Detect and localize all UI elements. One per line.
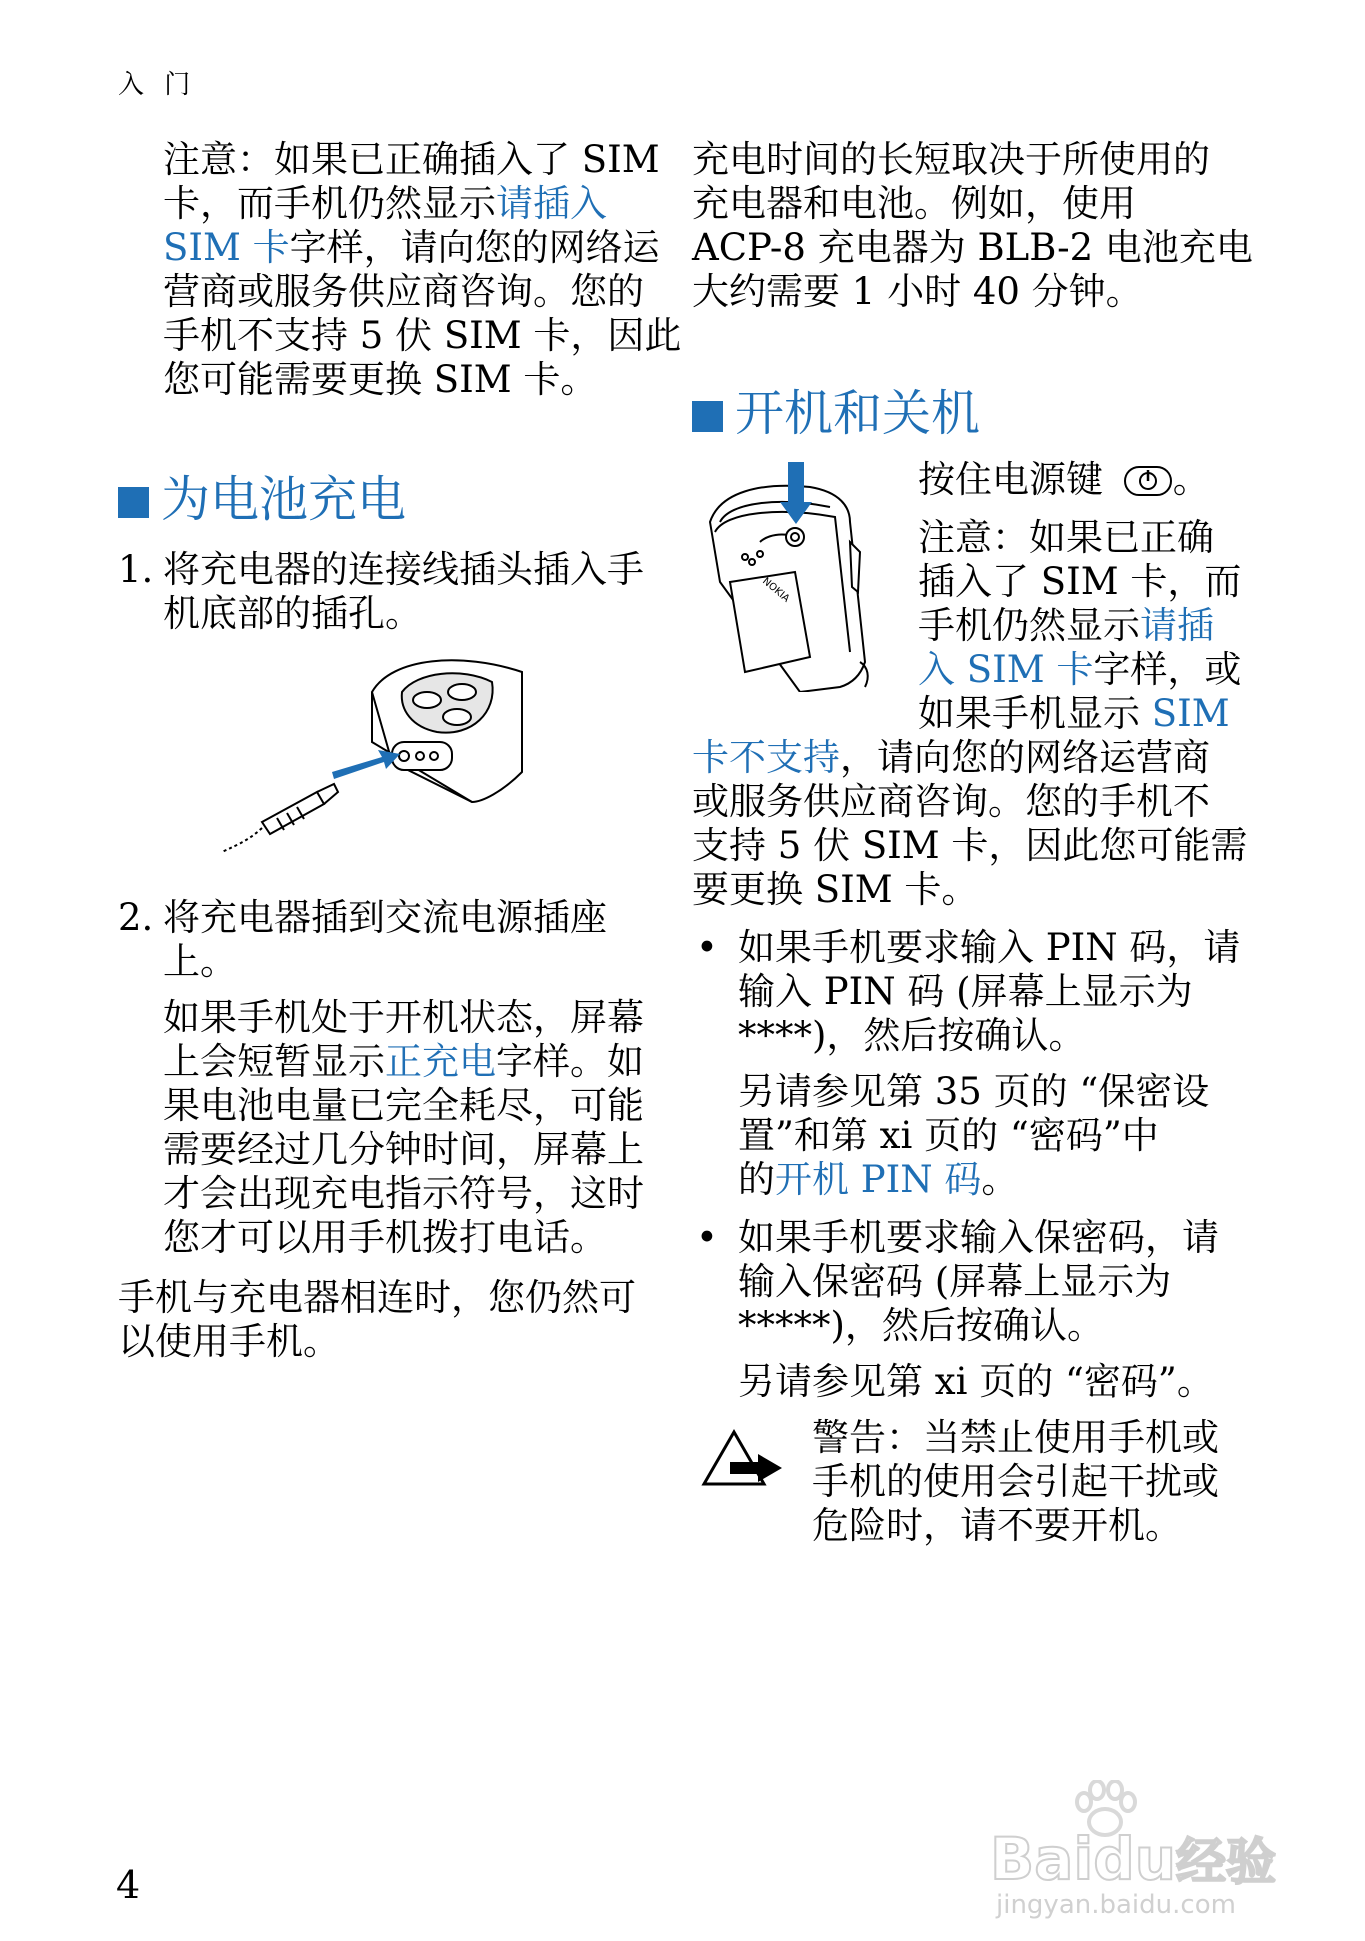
para-line: 警告：当禁止使用手机或 — [812, 1416, 1219, 1459]
para-line: 插入了 SIM 卡，而 — [918, 560, 1242, 603]
phone-power-key-illustration — [700, 462, 875, 692]
step-2 — [118, 896, 607, 984]
bullet-security-code — [696, 1216, 1219, 1348]
para-line: 输入 PIN 码 (屏幕上显示为 — [738, 970, 1193, 1013]
note-line: SIM 卡字样，请向您的网络运 — [163, 226, 660, 269]
para-line: 卡不支持，请向您的网络运营商 — [692, 736, 1210, 779]
para-line: 大约需要 1 小时 40 分钟。 — [692, 270, 1143, 313]
bullet-security-see-also: 另请参见第 xi 页的 “密码”。 — [738, 1360, 1214, 1403]
para-line: 或服务供应商咨询。您的手机不 — [692, 780, 1210, 823]
para-line: 入 SIM 卡字样，或 — [918, 648, 1242, 691]
power-note-upper — [918, 516, 1241, 736]
power-key-icon — [1123, 464, 1173, 498]
bullet-pin-see-also — [738, 1070, 1209, 1202]
para-line: 手机的使用会引起干扰或 — [812, 1460, 1219, 1503]
para-line: 危险时，请不要开机。 — [812, 1504, 1182, 1547]
running-title: 入 门 — [118, 70, 197, 100]
step-text: 机底部的插孔。 — [163, 592, 422, 635]
para-line: ACP-8 充电器为 BLB-2 电池充电 — [692, 226, 1253, 269]
para-line: 需要经过几分钟时间，屏幕上 — [163, 1128, 644, 1171]
bullet-icon: • — [696, 1216, 718, 1259]
note-line: 手机不支持 5 伏 SIM 卡，因此 — [163, 314, 682, 357]
charger-plug-illustration — [222, 652, 542, 862]
para-line: ****)，然后按确认。 — [738, 1014, 1086, 1057]
step-text: 上。 — [163, 940, 237, 983]
step-number: 2. — [118, 896, 154, 939]
para-line: 支持 5 伏 SIM 卡，因此您可能需 — [692, 824, 1248, 867]
para-line: 您才可以用手机拨打电话。 — [163, 1216, 607, 1259]
para-line: 上会短暂显示正充电字样。如 — [163, 1040, 644, 1083]
left-final-para — [118, 1276, 636, 1364]
para-line: 充电器和电池。例如，使用 — [692, 182, 1136, 225]
para-line: 手机仍然显示请插 — [918, 604, 1214, 647]
note-line: 营商或服务供应商咨询。您的 — [163, 270, 644, 313]
baidu-watermark — [990, 1780, 1290, 1920]
note-line: 您可能需要更换 SIM 卡。 — [163, 358, 598, 401]
heading-square-icon — [692, 401, 723, 432]
para-line: 输入保密码 (屏幕上显示为 — [738, 1260, 1172, 1303]
para-line: 要更换 SIM 卡。 — [692, 868, 979, 911]
step-number: 1. — [118, 548, 154, 591]
para-line: 置”和第 xi 页的 “密码”中 — [738, 1114, 1159, 1157]
bullet-icon: • — [696, 926, 718, 969]
para-line: 以使用手机。 — [118, 1320, 340, 1363]
para-line: 才会出现充电指示符号，这时 — [163, 1172, 644, 1215]
watermark-brand: Baidu经验 — [990, 1825, 1277, 1893]
para-line: 另请参见第 35 页的 “保密设 — [738, 1070, 1210, 1113]
heading-square-icon — [118, 487, 149, 518]
heading-power-on-off: 开机和关机 — [692, 386, 980, 442]
press-power-line: 按住电源键 。 — [918, 458, 1210, 501]
note-line: 注意：如果已正确插入了 SIM — [163, 138, 660, 181]
step-text: 将充电器的连接线插头插入手 — [163, 548, 644, 591]
page-number: 4 — [116, 1863, 141, 1907]
para-line: 果电池电量已完全耗尽，可能 — [163, 1084, 644, 1127]
warning-icon — [700, 1426, 786, 1488]
para-line: 如果手机处于开机状态，屏幕 — [163, 996, 644, 1039]
heading-charge-battery: 为电池充电 — [118, 472, 406, 528]
step-text: 将充电器插到交流电源插座 — [163, 896, 607, 939]
right-intro — [692, 138, 1253, 314]
watermark-url: jingyan.baidu.com — [996, 1890, 1236, 1920]
para-line: 如果手机要求输入保密码，请 — [738, 1216, 1219, 1259]
step-2-detail — [163, 996, 644, 1260]
para-line: 的开机 PIN 码。 — [738, 1158, 1019, 1201]
warning-text — [812, 1416, 1219, 1548]
step-1 — [118, 548, 644, 636]
para-line: 如果手机要求输入 PIN 码，请 — [738, 926, 1241, 969]
bullet-pin — [696, 926, 1241, 1058]
para-line: 如果手机显示 SIM — [918, 692, 1230, 735]
para-line: 注意：如果已正确 — [918, 516, 1214, 559]
power-note-lower — [692, 736, 1247, 912]
para-line: 手机与充电器相连时，您仍然可 — [118, 1276, 636, 1319]
note-line: 卡，而手机仍然显示请插入 — [163, 182, 607, 225]
para-line: *****)，然后按确认。 — [738, 1304, 1104, 1347]
left-note — [163, 138, 681, 402]
phone-brand-mark: NOKIA — [760, 575, 792, 605]
para-line: 充电时间的长短取决于所使用的 — [692, 138, 1210, 181]
